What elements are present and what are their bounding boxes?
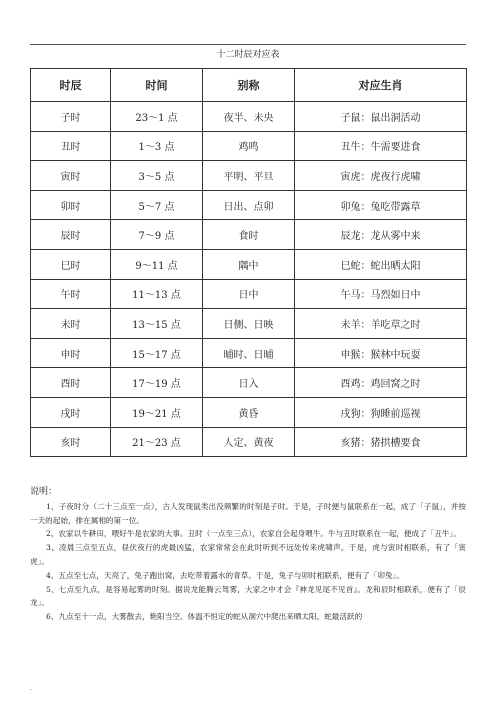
table-row	[31, 249, 467, 279]
cell-shichen: 未时	[31, 309, 111, 339]
cell-alias: 人定、黄夜	[203, 427, 295, 457]
cell-time: 21～23 点	[111, 427, 203, 457]
cell-zodiac: 酉鸡：鸡回窝之时	[295, 368, 467, 398]
cell-alias: 夜半、未央	[203, 102, 295, 132]
cell-alias: 日侧、日映	[203, 309, 295, 339]
header-zodiac: 对应生肖	[295, 69, 467, 102]
cell-time: 23～1 点	[111, 102, 203, 132]
cell-time: 19～21 点	[111, 397, 203, 427]
table-row	[31, 102, 467, 132]
cell-time: 17～19 点	[111, 368, 203, 398]
cell-zodiac: 申猴：猴林中玩耍	[295, 338, 467, 368]
cell-zodiac: 巳蛇：蛇出晒太阳	[295, 249, 467, 279]
table-row	[31, 368, 467, 398]
shichen-table	[30, 68, 467, 457]
header-rule	[30, 44, 466, 45]
cell-time: 13～15 点	[111, 309, 203, 339]
cell-time: 11～13 点	[111, 279, 203, 309]
header-alias: 别称	[203, 69, 295, 102]
cell-alias: 平明、平旦	[203, 161, 295, 191]
note-paragraph: 4、五点至七点，天亮了，兔子跑出窝，去吃带着露水的青草。于是，兔子与卯时相联系，便有了「卯兔」。	[46, 570, 404, 580]
table-header-row	[31, 69, 467, 102]
header-time: 时间	[111, 69, 203, 102]
note-paragraph: 6、九点至十一点，大雾散去，艳阳当空。体温不恒定的蛇从洞穴中爬出来晒太阳。蛇最活跃的	[46, 612, 363, 622]
page-mark: .	[30, 684, 33, 692]
cell-zodiac: 卯兔：兔吃带露草	[295, 190, 467, 220]
table-row	[31, 309, 467, 339]
table-row	[31, 427, 467, 457]
cell-shichen: 午时	[31, 279, 111, 309]
cell-time: 7～9 点	[111, 220, 203, 250]
table-row	[31, 338, 467, 368]
table-row	[31, 279, 467, 309]
cell-zodiac: 午马：马烈如日中	[295, 279, 467, 309]
cell-zodiac: 子鼠：鼠出洞活动	[295, 102, 467, 132]
table-row	[31, 220, 467, 250]
cell-alias: 晡时、日晡	[203, 338, 295, 368]
cell-shichen: 卯时	[31, 190, 111, 220]
cell-zodiac: 寅虎：虎夜行虎啸	[295, 161, 467, 191]
table-row	[31, 131, 467, 161]
cell-shichen: 寅时	[31, 161, 111, 191]
cell-zodiac: 未羊：羊吃草之时	[295, 309, 467, 339]
cell-alias: 日中	[203, 279, 295, 309]
cell-shichen: 子时	[31, 102, 111, 132]
cell-shichen: 巳时	[31, 249, 111, 279]
cell-time: 5～7 点	[111, 190, 203, 220]
document-title: 十二时辰对应表	[216, 50, 280, 60]
table-row	[31, 161, 467, 191]
cell-alias: 食时	[203, 220, 295, 250]
cell-shichen: 酉时	[31, 368, 111, 398]
cell-alias: 鸡鸣	[203, 131, 295, 161]
cell-zodiac: 辰龙：龙从雾中来	[295, 220, 467, 250]
note-paragraph: 3、凌晨三点至五点，昼伏夜行的虎最凶猛，农家常常会在此时听到不远处传来虎啸声。于是，虎与寅时相联系，有了「寅虎」。	[30, 543, 466, 566]
cell-shichen: 亥时	[31, 427, 111, 457]
cell-alias: 隅中	[203, 249, 295, 279]
header-shichen: 时辰	[31, 69, 111, 102]
cell-shichen: 丑时	[31, 131, 111, 161]
table-row	[31, 190, 467, 220]
cell-zodiac: 亥猪：猪拱槽要食	[295, 427, 467, 457]
cell-shichen: 戌时	[31, 397, 111, 427]
cell-time: 3～5 点	[111, 161, 203, 191]
cell-time: 9～11 点	[111, 249, 203, 279]
cell-shichen: 辰时	[31, 220, 111, 250]
note-paragraph: 1、子夜时分（二十三点至一点），古人发现鼠类出没频繁的时刻是子时。于是，子时便与鼠联系在一起，成了「子鼠」，并按一天的起始，排在属相的第一位。	[30, 501, 466, 525]
notes-section	[30, 486, 466, 624]
cell-time: 15～17 点	[111, 338, 203, 368]
cell-time: 1～3 点	[111, 131, 203, 161]
cell-zodiac: 戌狗：狗睡前巡视	[295, 397, 467, 427]
cell-zodiac: 丑牛：牛需要进食	[295, 131, 467, 161]
table-row	[31, 397, 467, 427]
note-paragraph: 5、七点至九点，是容易起雾的时刻。据说龙能腾云驾雾，大家之中才会『神龙见尾不见首』。龙和辰时相联系，便有了「辰龙」。	[30, 584, 466, 608]
cell-alias: 日出、点卯	[203, 190, 295, 220]
cell-alias: 黄昏	[203, 397, 295, 427]
cell-shichen: 申时	[31, 338, 111, 368]
notes-label: 说明：	[30, 487, 58, 497]
cell-alias: 日入	[203, 368, 295, 398]
note-paragraph: 2、农家以牛耕田，喂好牛是农家的大事。丑时（一点至三点），农家自会起身喂牛。牛与丑时联系在一起，便成了「丑牛」。	[46, 529, 461, 539]
